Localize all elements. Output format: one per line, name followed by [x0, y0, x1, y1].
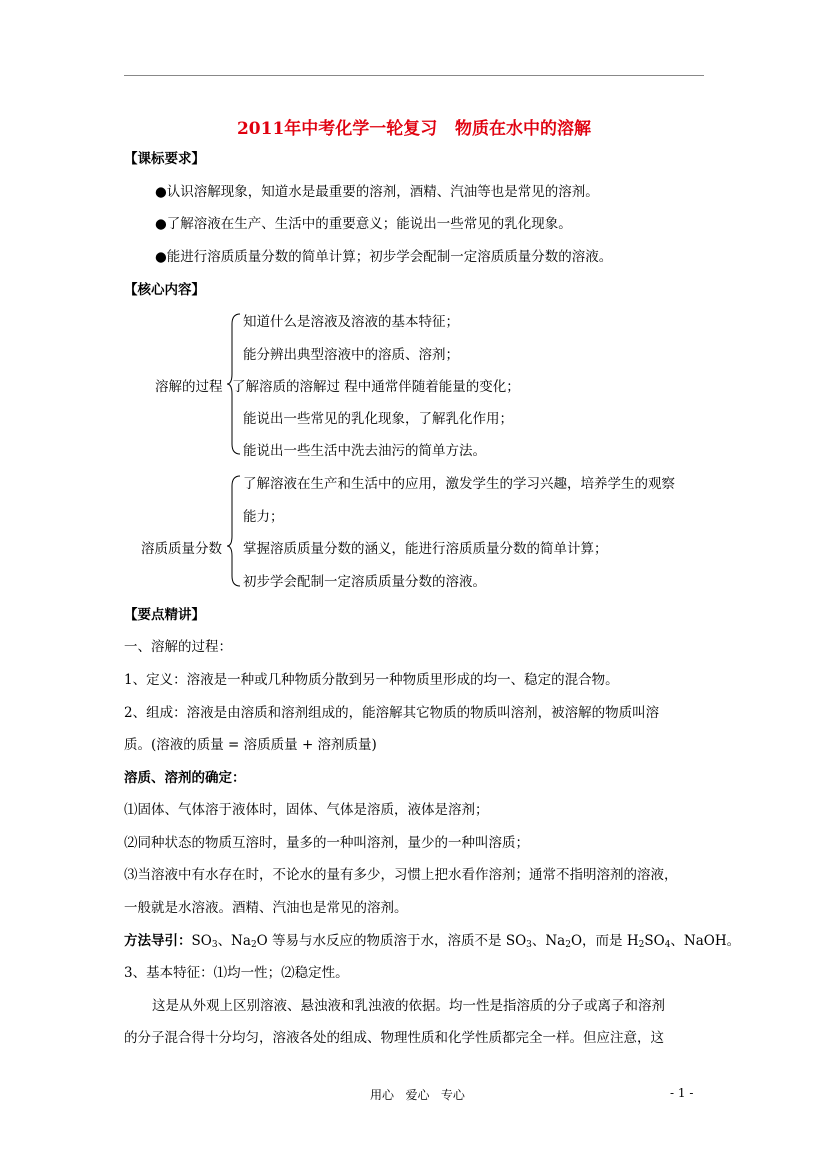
- method-label: 方法导引：: [124, 933, 192, 949]
- brace-icon: [226, 474, 242, 588]
- paragraph: 一、溶解的过程：: [124, 639, 232, 655]
- standards-item: ●了解溶液在生产、生活中的重要意义；能说出一些常见的乳化现象。: [155, 216, 572, 232]
- subscript: 2: [250, 940, 257, 950]
- core-item: 能分辨出典型溶液中的溶质、溶剂；: [243, 347, 459, 363]
- paragraph: 质。(溶液的质量 = 溶质质量 + 溶剂质量): [124, 737, 377, 753]
- core-item: 能力；: [243, 509, 284, 525]
- core-item: 初步学会配制一定溶质质量分数的溶液。: [243, 574, 486, 590]
- core-item: 了解溶液在生产和生活中的应用，激发学生的学习兴趣，培养学生的观察: [243, 476, 675, 492]
- subscript: 4: [664, 940, 671, 950]
- core-item: 知道什么是溶液及溶液的基本特征；: [243, 314, 459, 330]
- section-heading-standards: 【课标要求】: [124, 151, 205, 167]
- rule-item: ⑶当溶液中有水存在时，不论水的量有多少，习惯上把水看作溶剂；通常不指明溶剂的溶液，: [124, 867, 678, 883]
- method-text: O 等易与水反应的物质溶于水，溶质不是 SO: [256, 933, 527, 949]
- paragraph: 3、基本特征：⑴均一性；⑵稳定性。: [124, 965, 349, 981]
- standards-item: ●认识溶解现象，知道水是最重要的溶剂，酒精、汽油等也是常见的溶剂。: [155, 184, 599, 200]
- method-text: O，而是 H: [570, 933, 639, 949]
- core-item: 了解溶质的溶解过 程中通常伴随着能量的变化；: [232, 379, 520, 395]
- core-group-label: 溶解的过程: [155, 379, 223, 395]
- subscript: 3: [526, 940, 532, 950]
- page-number: - 1 -: [670, 1086, 694, 1100]
- rule-item: 一般就是水溶液。酒精、汽油也是常见的溶剂。: [124, 900, 408, 916]
- core-item: 能说出一些生活中洗去油污的简单方法。: [243, 443, 486, 459]
- method-text: 、Na: [531, 933, 566, 949]
- paragraph: 这是从外观上区别溶液、悬浊液和乳浊液的依据。均一性是指溶质的分子或离子和溶剂: [152, 998, 665, 1014]
- section-heading-keypoints: 【要点精讲】: [124, 607, 205, 623]
- subscript: 2: [638, 940, 645, 950]
- paragraph: 的分子混合得十分均匀，溶液各处的组成、物理性质和化学性质都完全一样。但应注意，这: [124, 1030, 664, 1046]
- rule-item: ⑵同种状态的物质互溶时，量多的一种叫溶剂，量少的一种叫溶质；: [124, 835, 529, 851]
- header-rule: [124, 75, 704, 76]
- core-item: 掌握溶质质量分数的涵义，能进行溶质质量分数的简单计算；: [243, 541, 608, 557]
- paragraph: 2、组成：溶液是由溶质和溶剂组成的，能溶解其它物质的物质叫溶剂，被溶解的物质叫溶: [124, 705, 660, 721]
- rule-item: ⑴固体、气体溶于液体时，固体、气体是溶质，液体是溶剂；: [124, 802, 489, 818]
- core-item: 能说出一些常见的乳化现象，了解乳化作用；: [243, 411, 513, 427]
- page-title: 2011年中考化学一轮复习 物质在水中的溶解: [236, 119, 592, 139]
- subscript: 2: [565, 940, 571, 950]
- footer-motto: 用心 爱心 专心: [370, 1088, 465, 1102]
- method-text: 、Na: [217, 933, 251, 949]
- standards-item: ●能进行溶质质量分数的简单计算；初步学会配制一定溶质质量分数的溶液。: [155, 249, 613, 265]
- method-text: SO: [644, 933, 665, 949]
- sub-heading: 溶质、溶剂的确定：: [124, 770, 246, 786]
- paragraph: 1、定义：溶液是一种或几种物质分散到另一种物质里形成的均一、稳定的混合物。: [124, 672, 619, 688]
- method-guide: [124, 931, 740, 955]
- subscript: 3: [211, 940, 218, 950]
- method-text: SO: [191, 933, 212, 949]
- method-text: 、NaOH。: [670, 933, 741, 949]
- core-group-label: 溶质质量分数: [141, 541, 222, 557]
- section-heading-core: 【核心内容】: [124, 282, 205, 298]
